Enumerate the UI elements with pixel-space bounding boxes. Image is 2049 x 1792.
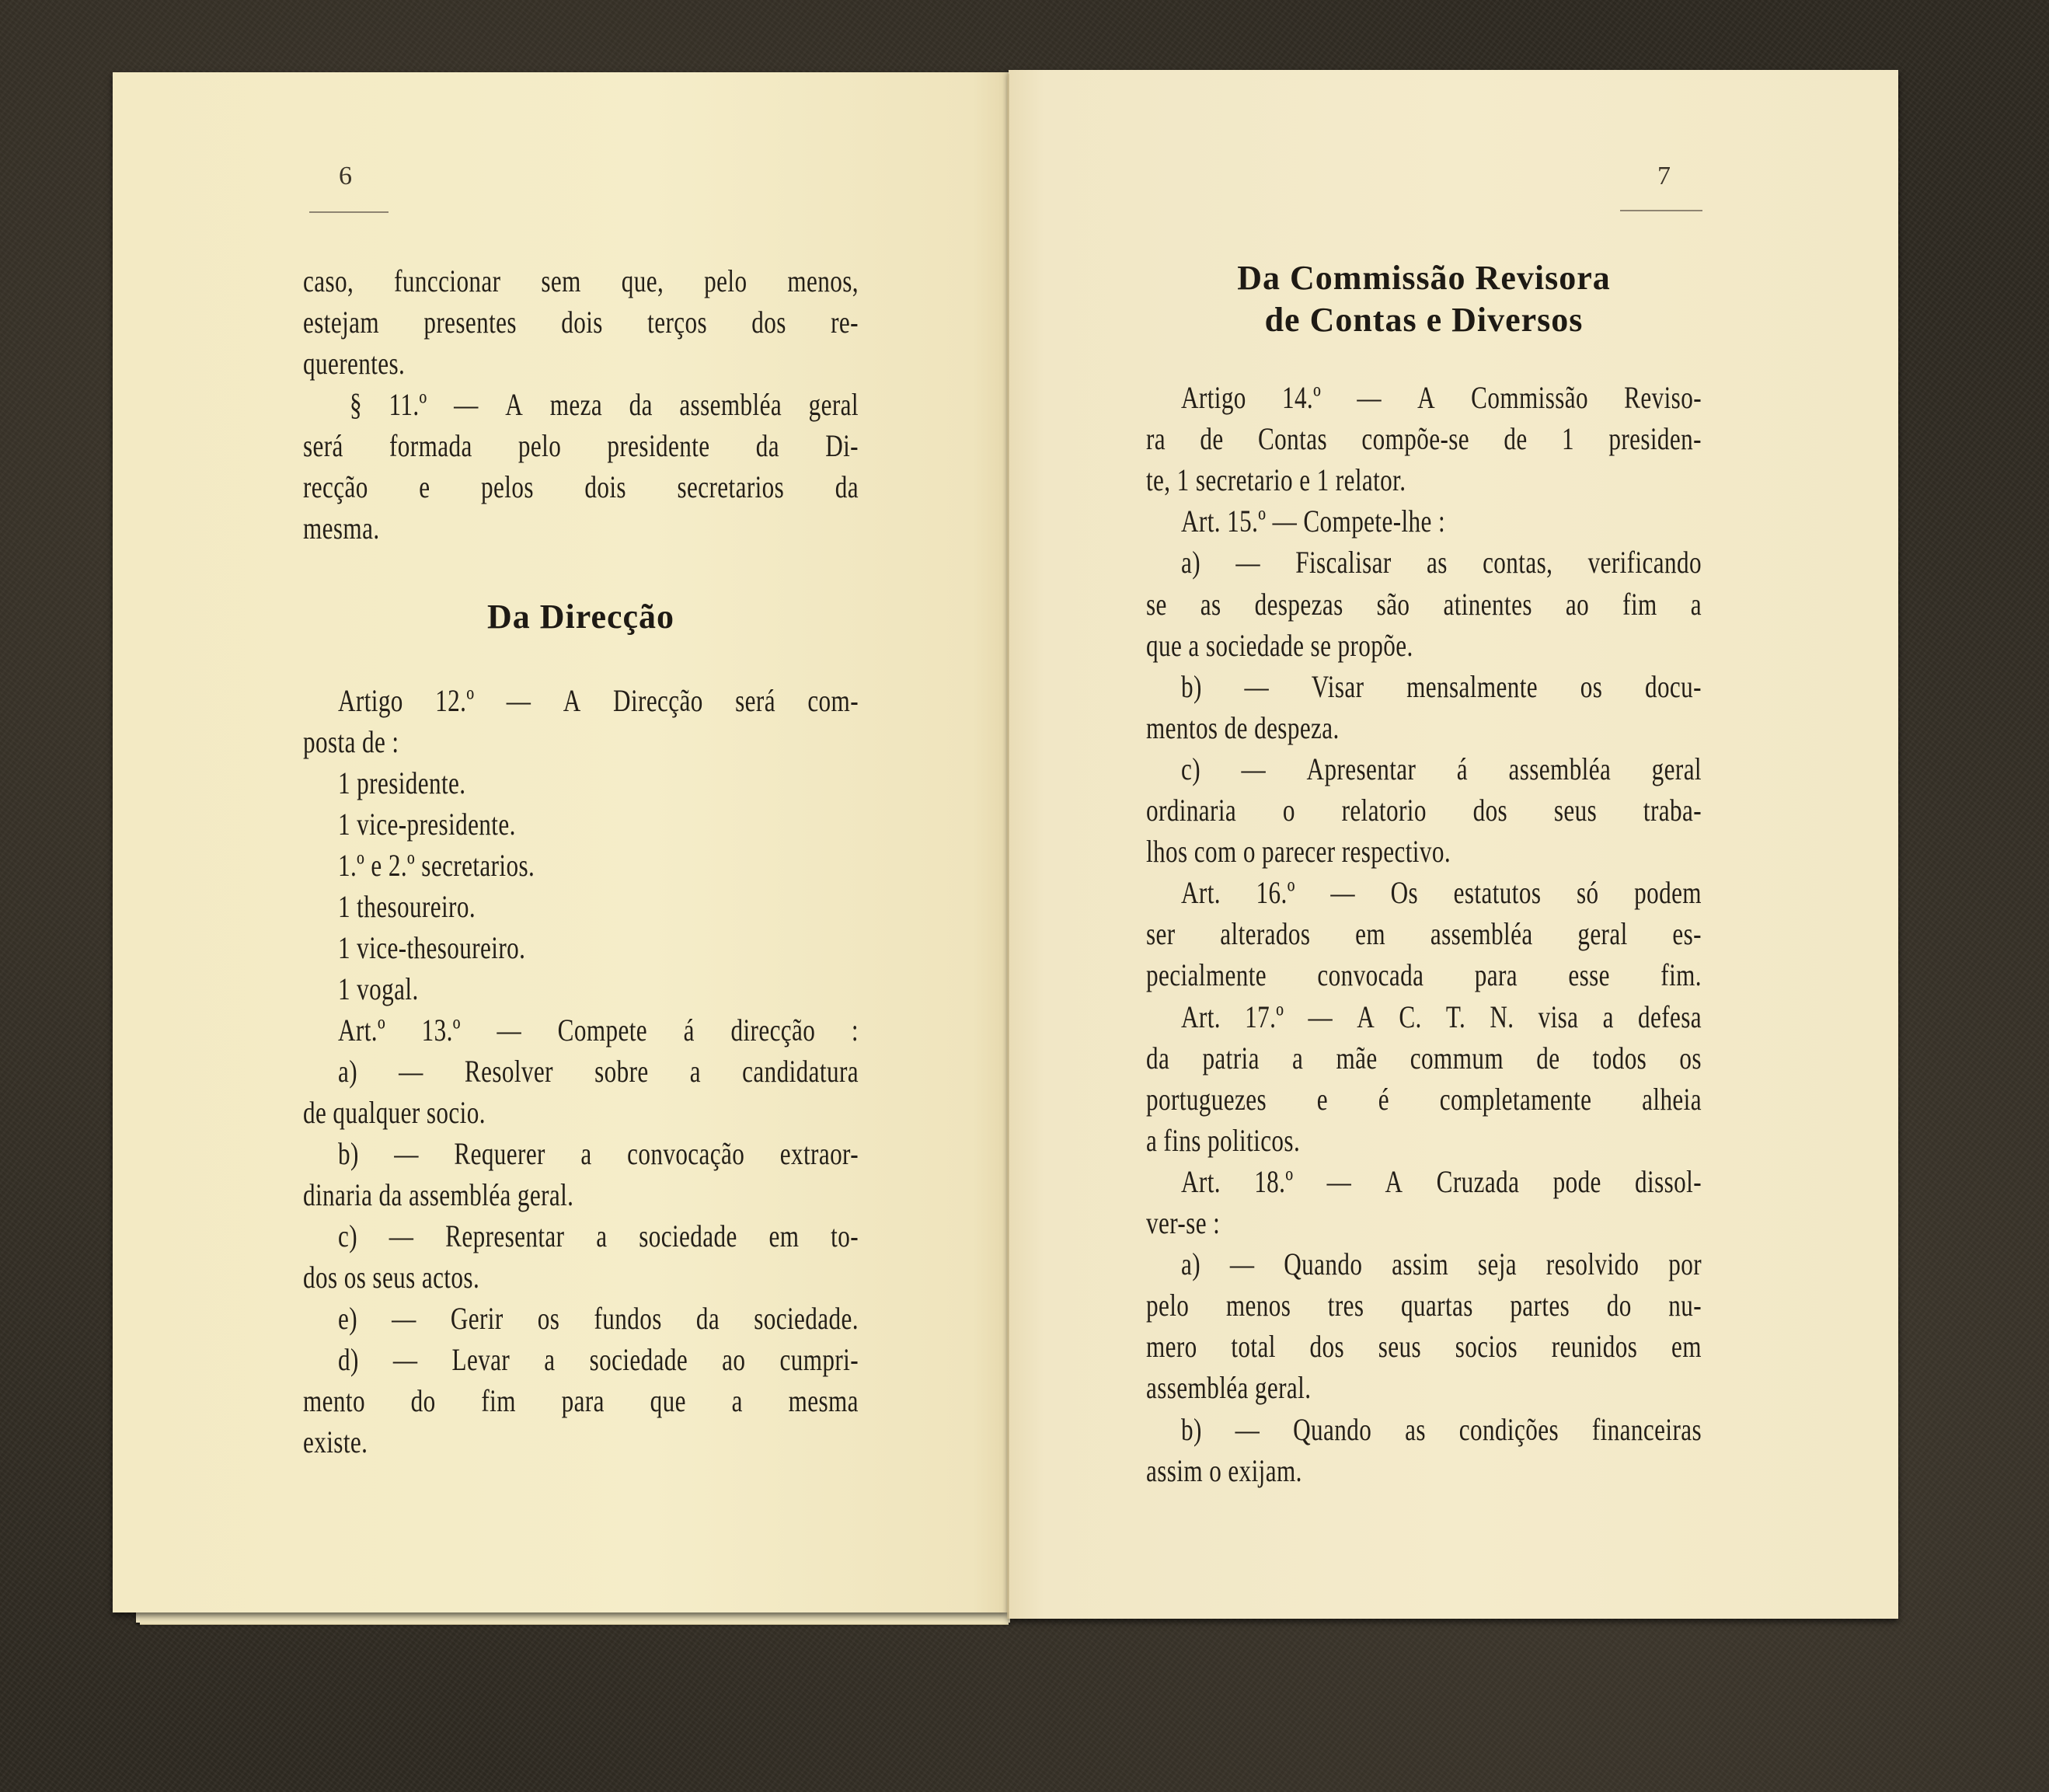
text-line: da patria a mãe commum de todos os xyxy=(1146,1040,1702,1076)
text-line: existe. xyxy=(303,1424,368,1459)
text-line: recção e pelos dois secretarios da xyxy=(303,469,859,504)
text-line: a) — Quando assim seja resolvido por xyxy=(1181,1246,1702,1282)
right-header-rule xyxy=(1620,210,1702,211)
text-line: b) — Quando as condições financeiras xyxy=(1181,1411,1702,1447)
text-line: Art. 15.º — Compete-lhe : xyxy=(1181,504,1446,539)
text-line: mesma. xyxy=(303,511,380,546)
text-line: Artigo 12.º — A Direcção será com- xyxy=(338,683,859,718)
text-line: dos os seus actos. xyxy=(303,1260,480,1295)
text-line: Art. 17.º — A C. T. N. visa a defesa xyxy=(1181,999,1702,1034)
section-heading-direccao: Da Direcção xyxy=(486,598,675,636)
text-line: que a sociedade se propõe. xyxy=(1146,627,1413,663)
text-line: estejam presentes dois terços dos re- xyxy=(303,305,859,340)
text-line: b) — Requerer a convocação extraor- xyxy=(338,1136,859,1171)
text-line: e) — Gerir os fundos da sociedade. xyxy=(338,1301,859,1336)
text-line: lhos com o parecer respectivo. xyxy=(1146,834,1451,870)
text-line: posta de : xyxy=(303,724,399,759)
text-line: ser alterados em assembléa geral es- xyxy=(1146,916,1702,952)
text-line: Art. 16.º — Os estatutos só podem xyxy=(1181,875,1702,911)
right-page-number: 7 xyxy=(1657,162,1671,190)
text-line: de qualquer socio. xyxy=(303,1095,486,1130)
text-line: portuguezes e é completamente alheia xyxy=(1146,1081,1702,1117)
text-line: 1 vogal. xyxy=(338,971,419,1006)
text-line: ordinaria o relatorio dos seus traba- xyxy=(1146,793,1702,828)
text-line: ver-se : xyxy=(1146,1205,1221,1240)
text-line: Art. 18.º — A Cruzada pode dissol- xyxy=(1181,1163,1702,1199)
text-line: pelo menos tres quartas partes do nu- xyxy=(1146,1288,1702,1323)
book-spine-fold xyxy=(1007,74,1009,1619)
text-line: dinaria da assembléa geral. xyxy=(303,1177,574,1212)
text-line: c) — Apresentar á assembléa geral xyxy=(1181,751,1702,786)
text-line: a) — Resolver sobre a candidatura xyxy=(338,1054,859,1089)
text-line: a) — Fiscalisar as contas, verificando xyxy=(1181,545,1702,580)
text-line: assim o exijam. xyxy=(1146,1452,1302,1488)
section-heading-commissao-line2: de Contas e Diversos xyxy=(1264,301,1584,339)
text-line: caso, funccionar sem que, pelo menos, xyxy=(303,263,859,298)
text-line: assembléa geral. xyxy=(1146,1370,1312,1406)
text-line: Art.º 13.º — Compete á direcção : xyxy=(338,1013,859,1048)
text-line: a fins politicos. xyxy=(1146,1122,1301,1158)
text-line: mentos de despeza. xyxy=(1146,709,1340,745)
text-line: querentes. xyxy=(303,346,406,381)
text-line: 1 vice-presidente. xyxy=(338,807,516,842)
text-line: 1.º e 2.º secretarios. xyxy=(338,848,535,883)
text-line: d) — Levar a sociedade ao cumpri- xyxy=(338,1342,859,1377)
text-line: 1 vice-thesoureiro. xyxy=(338,930,526,965)
section-heading-commissao-line1: Da Commissão Revisora xyxy=(1237,259,1611,297)
text-line: mento do fim para que a mesma xyxy=(303,1383,859,1418)
text-line: será formada pelo presidente da Di- xyxy=(303,428,859,463)
left-header-rule xyxy=(309,211,389,213)
text-line: 1 presidente. xyxy=(338,765,466,800)
text-line: mero total dos seus socios reunidos em xyxy=(1146,1329,1702,1365)
text-line: te, 1 secretario e 1 relator. xyxy=(1146,462,1406,498)
text-line: § 11.º — A meza da assembléa geral xyxy=(350,387,859,422)
text-line: 1 thesoureiro. xyxy=(338,889,476,924)
left-page-number: 6 xyxy=(339,162,353,190)
text-line: pecialmente convocada para esse fim. xyxy=(1146,957,1702,993)
text-line: ra de Contas compõe-se de 1 presiden- xyxy=(1146,421,1702,457)
text-line: b) — Visar mensalmente os docu- xyxy=(1181,668,1702,704)
text-line: se as despezas são atinentes ao fim a xyxy=(1146,586,1702,622)
text-line: Artigo 14.º — A Commissão Reviso- xyxy=(1181,380,1702,415)
text-line: c) — Representar a sociedade em to- xyxy=(338,1218,859,1253)
